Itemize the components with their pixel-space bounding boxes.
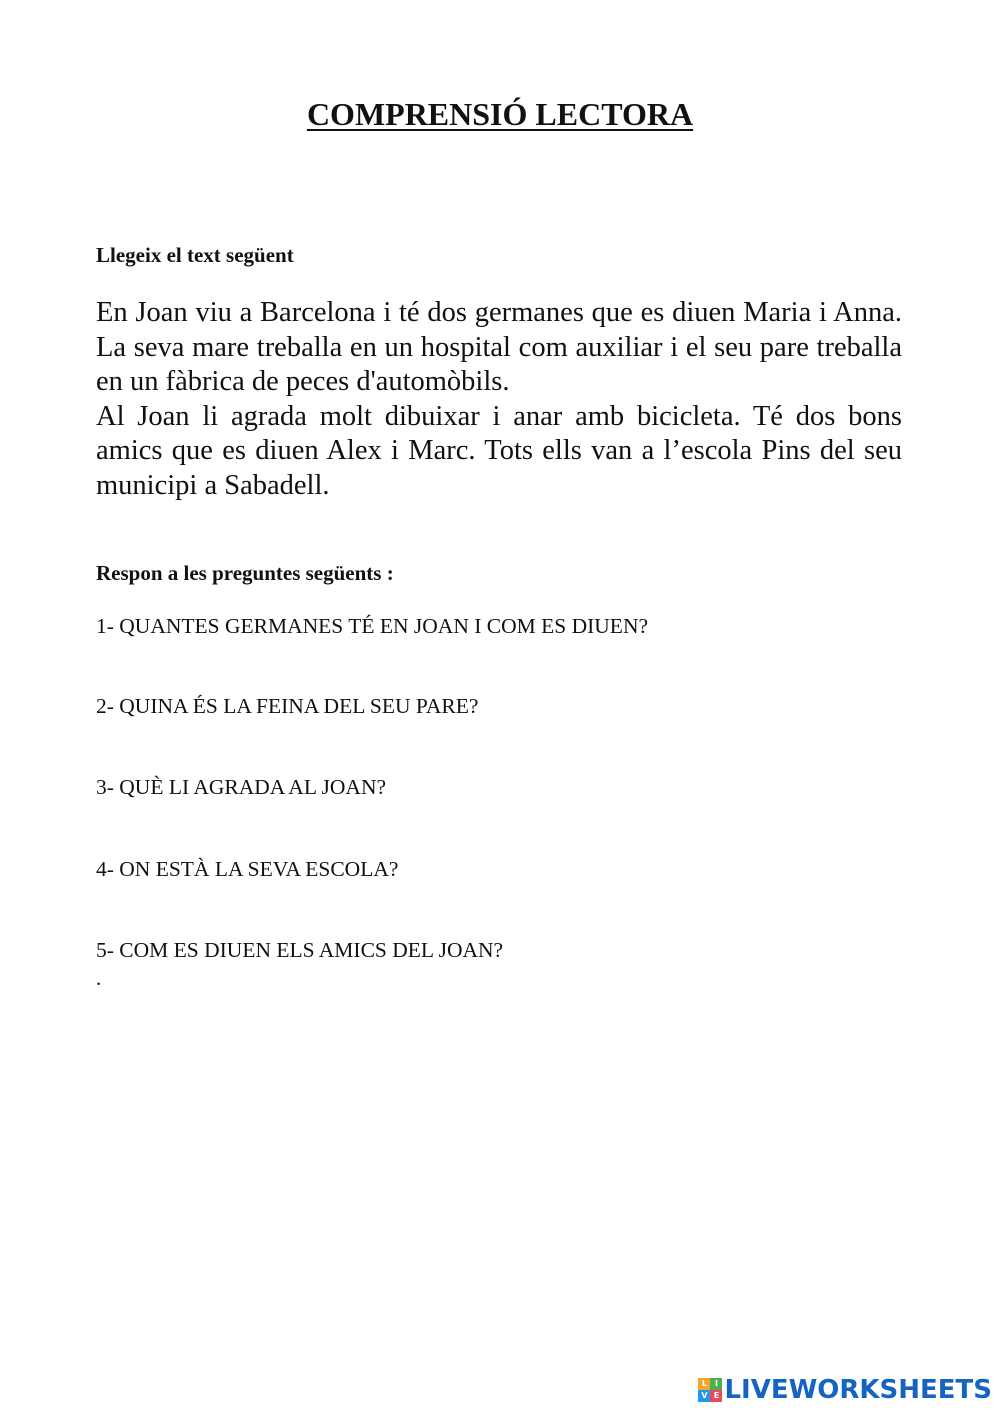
- end-mark: .: [96, 966, 102, 990]
- question-2: 2- QUINA ÉS LA FEINA DEL SEU PARE?: [96, 694, 479, 718]
- liveworksheets-icon: [698, 1378, 722, 1402]
- liveworksheets-wordmark: LIVEWORKSHEETS: [724, 1375, 992, 1405]
- logo-letter: L: [698, 1378, 710, 1390]
- reading-text: [96, 296, 902, 504]
- reading-paragraph: En Joan viu a Barcelona i té dos germanes que es diuen Maria i Anna. La seva mare treballa en un hospital com auxiliar i el seu pare treballa en un fàbrica de peces d'automòbils.: [96, 297, 902, 398]
- logo-letter: V: [698, 1390, 710, 1402]
- question-4: 4- ON ESTÀ LA SEVA ESCOLA?: [96, 857, 399, 881]
- logo-letter: I: [710, 1378, 722, 1390]
- page-title: COMPRENSIÓ LECTORA: [306, 96, 694, 132]
- logo-letter: E: [710, 1390, 722, 1402]
- reading-paragraph: Al Joan li agrada molt dibuixar i anar amb bicicleta. Té dos bons amics que es diuen Alex i Marc. Tots ells van a l’escola Pins del seu municipi a Sabadell.: [96, 400, 902, 501]
- liveworksheets-logo[interactable]: [698, 1373, 992, 1407]
- question-3: 3- QUÈ LI AGRADA AL JOAN?: [96, 775, 387, 799]
- question-5: 5- COM ES DIUEN ELS AMICS DEL JOAN?: [96, 938, 504, 962]
- answer-instruction: Respon a les preguntes següents :: [96, 561, 394, 585]
- question-1: 1- QUANTES GERMANES TÉ EN JOAN I COM ES DIUEN?: [96, 614, 649, 638]
- read-instruction: Llegeix el text següent: [96, 243, 294, 267]
